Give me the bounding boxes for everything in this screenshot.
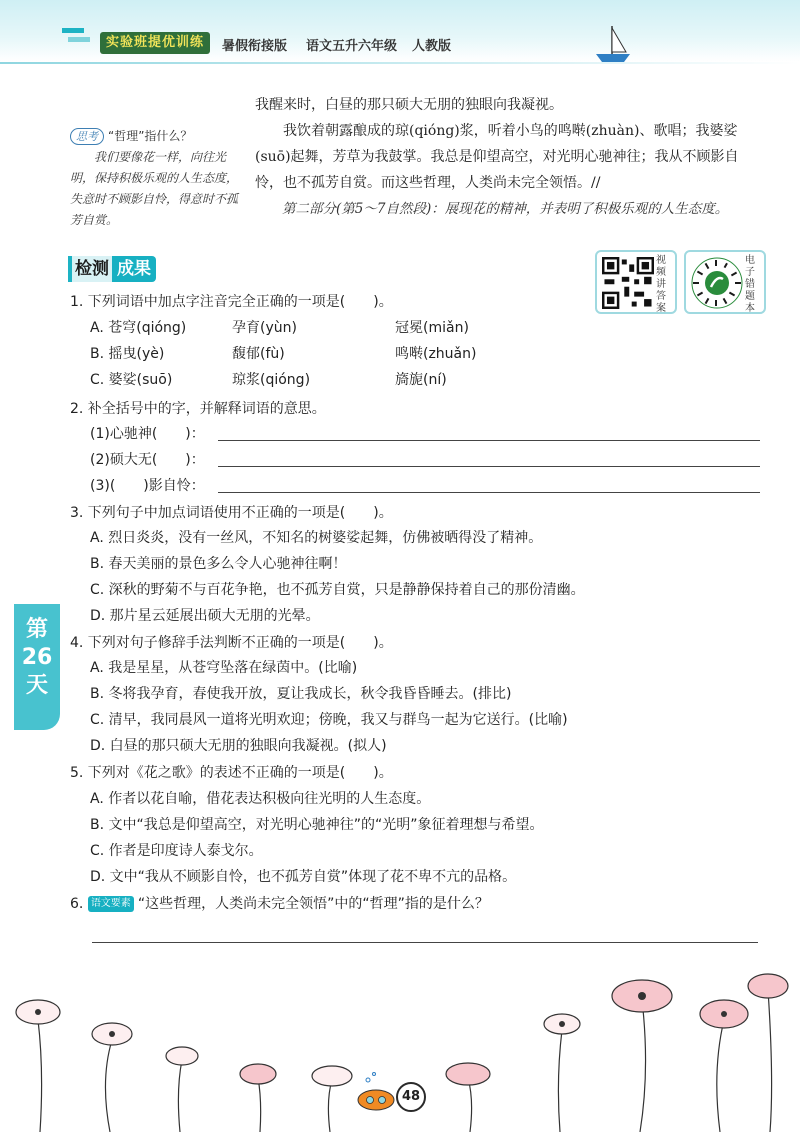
qr-code-icon: [602, 257, 654, 309]
q6-answer-line[interactable]: [92, 942, 758, 943]
header-publisher: 人教版: [412, 39, 452, 54]
q4-option-d: D. 白昼的那只硕大无朋的独眼向我凝视。(拟人): [90, 738, 387, 754]
q1-option-a-1: A. 苍穹(qióng): [90, 320, 187, 336]
literacy-badge: 语文要素: [88, 896, 134, 912]
q1-option-c-2: 琼浆(qióng): [232, 372, 311, 388]
q3-option-b: B. 春天美丽的景色多么令人心驰神往啊！: [90, 556, 347, 572]
question-5-title: 5. 下列对《花之歌》的表述不正确的一项是( )。: [70, 765, 393, 781]
q2-fill-row-1[interactable]: [90, 423, 760, 445]
q5-option-b: B. 文中“我总是仰望高空，对光明心驰神往”的“光明”象征着理想与希望。: [90, 817, 544, 833]
q1-option-b-1: B. 摇曳(yè): [90, 346, 165, 362]
think-tag: 思考: [70, 128, 104, 145]
submarine-icon: [358, 1073, 394, 1111]
q2-item-label: (2)硕大无( )：: [90, 452, 205, 468]
q3-option-a: A. 烈日炎炎，没有一丝风，不知名的树婆娑起舞，仿佛被晒得没了精神。: [90, 530, 543, 546]
q1-option-a-2: 孕育(yùn): [232, 320, 297, 336]
day-tab-char: 第: [25, 617, 48, 642]
answer-line[interactable]: [218, 440, 760, 441]
section-title: [68, 256, 156, 282]
q2-item-label: (1)心驰神( )：: [90, 426, 205, 442]
q1-option-c-1: C. 婆娑(suō): [90, 372, 173, 388]
reading-passage: [255, 92, 765, 222]
page-header: [0, 0, 800, 62]
question-6-title: [70, 893, 489, 913]
q3-option-c: C. 深秋的野菊不与百花争艳，也不孤芳自赏，只是静静保持着自己的那份清幽。: [90, 582, 585, 598]
q3-option-d: D. 那片星云延展出硕大无朋的光晕。: [90, 608, 320, 624]
day-tab: [14, 604, 60, 730]
question-3-title: 3. 下列句子中加点词语使用不正确的一项是( )。: [70, 505, 393, 521]
day-tab-char: 天: [25, 673, 48, 698]
header-edition: 暑假衔接版: [222, 39, 288, 54]
q1-option-b-2: 馥郁(fù): [232, 346, 285, 362]
passage-line: 我醒来时，白昼的那只硕大无朋的独眼向我凝视。: [255, 97, 563, 113]
q6-text: “这些哲理，人类尚未完全领悟”中的“哲理”指的是什么？: [137, 896, 489, 912]
q1-option-a-3: 冠冕(miǎn): [395, 320, 469, 336]
q4-option-c: C. 清早，我同晨风一道将光明欢迎；傍晚，我又与群鸟一起为它送行。(比喻): [90, 712, 568, 728]
header-logo-icon: [62, 26, 96, 46]
q2-fill-row-2[interactable]: [90, 449, 760, 471]
header-divider: [0, 62, 800, 64]
sailboat-icon: [590, 22, 634, 66]
passage-paragraph: 我饮着朝露酿成的琼(qióng)浆，听着小鸟的鸣啭(zhuàn)、歌唱；我婆娑(suō)起舞，芳草为我鼓掌。我总是仰望高空，对光明心驰神往；我从不顾影自怜，也不孤芳自赏。而这些哲理，人类尚未完全领悟。//: [255, 123, 739, 191]
q5-option-a: A. 作者以花自喻，借花表达积极向往光明的人生态度。: [90, 791, 431, 807]
qr-label: 电子错题本: [745, 255, 755, 314]
q5-option-c: C. 作者是印度诗人泰戈尔。: [90, 843, 263, 859]
answer-line[interactable]: [218, 466, 760, 467]
q1-option-c-3: 旖旎(ní): [395, 372, 447, 388]
day-tab-number: 26: [21, 645, 53, 670]
q6-number: 6.: [70, 896, 84, 912]
think-answer: 我们要像花一样，向往光明，保持积极乐观的人生态度，失意时不顾影自怜，得意时不孤芳自赏。: [70, 150, 239, 227]
think-question: “哲理”指什么？: [108, 129, 193, 143]
q4-option-b: B. 冬将我孕育，春使我开放，夏让我成长，秋令我昏昏睡去。(排比): [90, 686, 512, 702]
header-brand: 实验班提优训练: [100, 32, 210, 54]
passage-note: 第二部分(第5～7自然段)：展现花的精神，并表明了积极乐观的人生态度。: [282, 201, 729, 217]
header-subject: 语文五升六年级: [306, 39, 398, 54]
question-1-title: 1. 下列词语中加点字注音完全正确的一项是( )。: [70, 294, 393, 310]
mini-program-code-icon: [691, 257, 743, 309]
qr-label: 视频讲答案: [656, 255, 666, 314]
think-note: [70, 126, 240, 231]
section-title-part1: 检测: [68, 256, 112, 282]
qr-card-error-book[interactable]: [684, 250, 766, 314]
q1-option-b-3: 鸣啭(zhuǎn): [395, 346, 477, 362]
q5-option-d: D. 文中“我从不顾影自怜，也不孤芳自赏”体现了花不卑不亢的品格。: [90, 869, 517, 885]
answer-line[interactable]: [218, 492, 760, 493]
q4-option-a: A. 我是星星，从苍穹坠落在绿茵中。(比喻): [90, 660, 358, 676]
section-title-part2: 成果: [112, 256, 156, 282]
q2-item-label: (3)( )影自怜：: [90, 478, 205, 494]
question-2-title: 2. 补全括号中的字，并解释词语的意思。: [70, 401, 326, 417]
q2-fill-row-3[interactable]: [90, 475, 760, 497]
page-number: 48: [396, 1082, 426, 1112]
question-4-title: 4. 下列对句子修辞手法判断不正确的一项是( )。: [70, 635, 393, 651]
qr-card-video[interactable]: [595, 250, 677, 314]
